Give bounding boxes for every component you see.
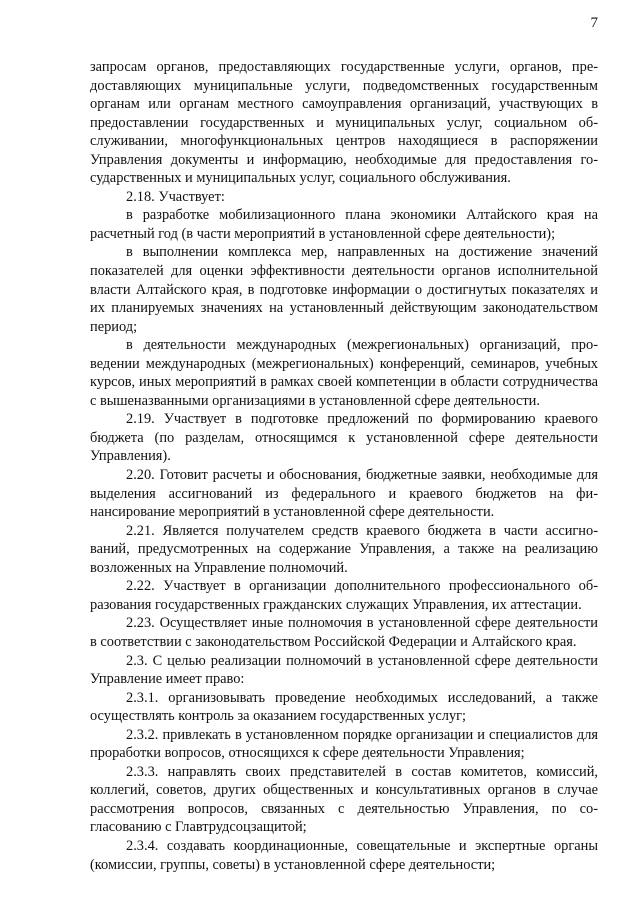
paragraph-2-3: 2.3. С целью реализации полномочий в установленной сфере деятельности Управление имеет право: <box>90 652 598 688</box>
paragraph-2-3-4: 2.3.4. создавать координационные, совещательные и экспертные органы (комиссии, группы, советы) в установленной сфере деятельности; <box>90 837 598 873</box>
paragraph-2-3-2: 2.3.2. привлекать в установленном порядке организации и специалистов для проработки вопросов, относящихся к сфере деятельности Управления; <box>90 726 598 762</box>
paragraph-2-18-item-efficiency: в выполнении комплекса мер, направленных на достижение значений показателей для оценки эффективности деятельности органов исполнительной власти Алтайского края, в подготовке информации о достигнутых показателях и их планируемых значениях на установленный действующим законодательством период; <box>90 244 598 335</box>
paragraph-2-22: 2.22. Участвует в организации дополнительного профессионального образования государственных гражданских служащих Управления, их аттестации. <box>90 578 598 613</box>
paragraph-continuation: запросам органов, предоставляющих государственные услуги, органов, предоставляющих муниципальные услуги, подведомственных государственным органам или органам местного самоуправления организаций, участвующих в предоставлении государственных и муниципальных услуг, социальном обслуживании, многофункциональных центров находящиеся в распоряжении Управления документы и информацию, необходимые для предоставления государственных и муниципальных услуг, социального обслуживания. <box>90 59 598 187</box>
paragraph-2-18-heading: 2.18. Участвует: <box>126 188 225 205</box>
paragraph-2-3-1: 2.3.1. организовывать проведение необходимых исследований, а также осуществлять контроль за оказанием государственных услуг; <box>90 689 598 725</box>
paragraph-2-19: 2.19. Участвует в подготовке предложений по формированию краевого бюджета (по разделам, относящимся к установленной сфере деятельности Управления). <box>90 411 598 465</box>
paragraph-2-18-item-mobilization: в разработке мобилизационного плана экономики Алтайского края на расчетный год (в части мероприятий в установленной сфере деятельности); <box>90 207 598 242</box>
paragraph-2-18-item-international: в деятельности международных (межрегиональных) организаций, проведении международных (межрегиональных) конференций, семинаров, учебных курсов, иных мероприятий в рамках своей компетенции в области сотрудничества с вышеназванными организациями в установленной сфере деятельности. <box>90 337 598 409</box>
paragraph-2-23: 2.23. Осуществляет иные полномочия в установленной сфере деятельности в соответствии с законодательством Российской Федерации и Алтайского края. <box>90 615 598 650</box>
paragraph-2-20: 2.20. Готовит расчеты и обоснования, бюджетные заявки, необходимые для выделения ассигнований из федерального и краевого бюджетов на финансирование мероприятий в установленной сфере деятельности. <box>90 467 598 521</box>
paragraph-2-21: 2.21. Является получателем средств краевого бюджета в части ассигнований, предусмотренных на содержание Управления, а также на реализацию возложенных на Управление полномочий. <box>90 522 598 576</box>
paragraph-2-3-3: 2.3.3. направлять своих представителей в состав комитетов, комиссий, коллегий, советов, других общественных и консультативных органов в случае рассмотрения вопросов, связанных с деятельностью Управления, по согласованию с Главтрудсоцзащитой; <box>90 763 598 836</box>
document-body <box>90 58 598 874</box>
page-number: 7 <box>590 15 598 31</box>
